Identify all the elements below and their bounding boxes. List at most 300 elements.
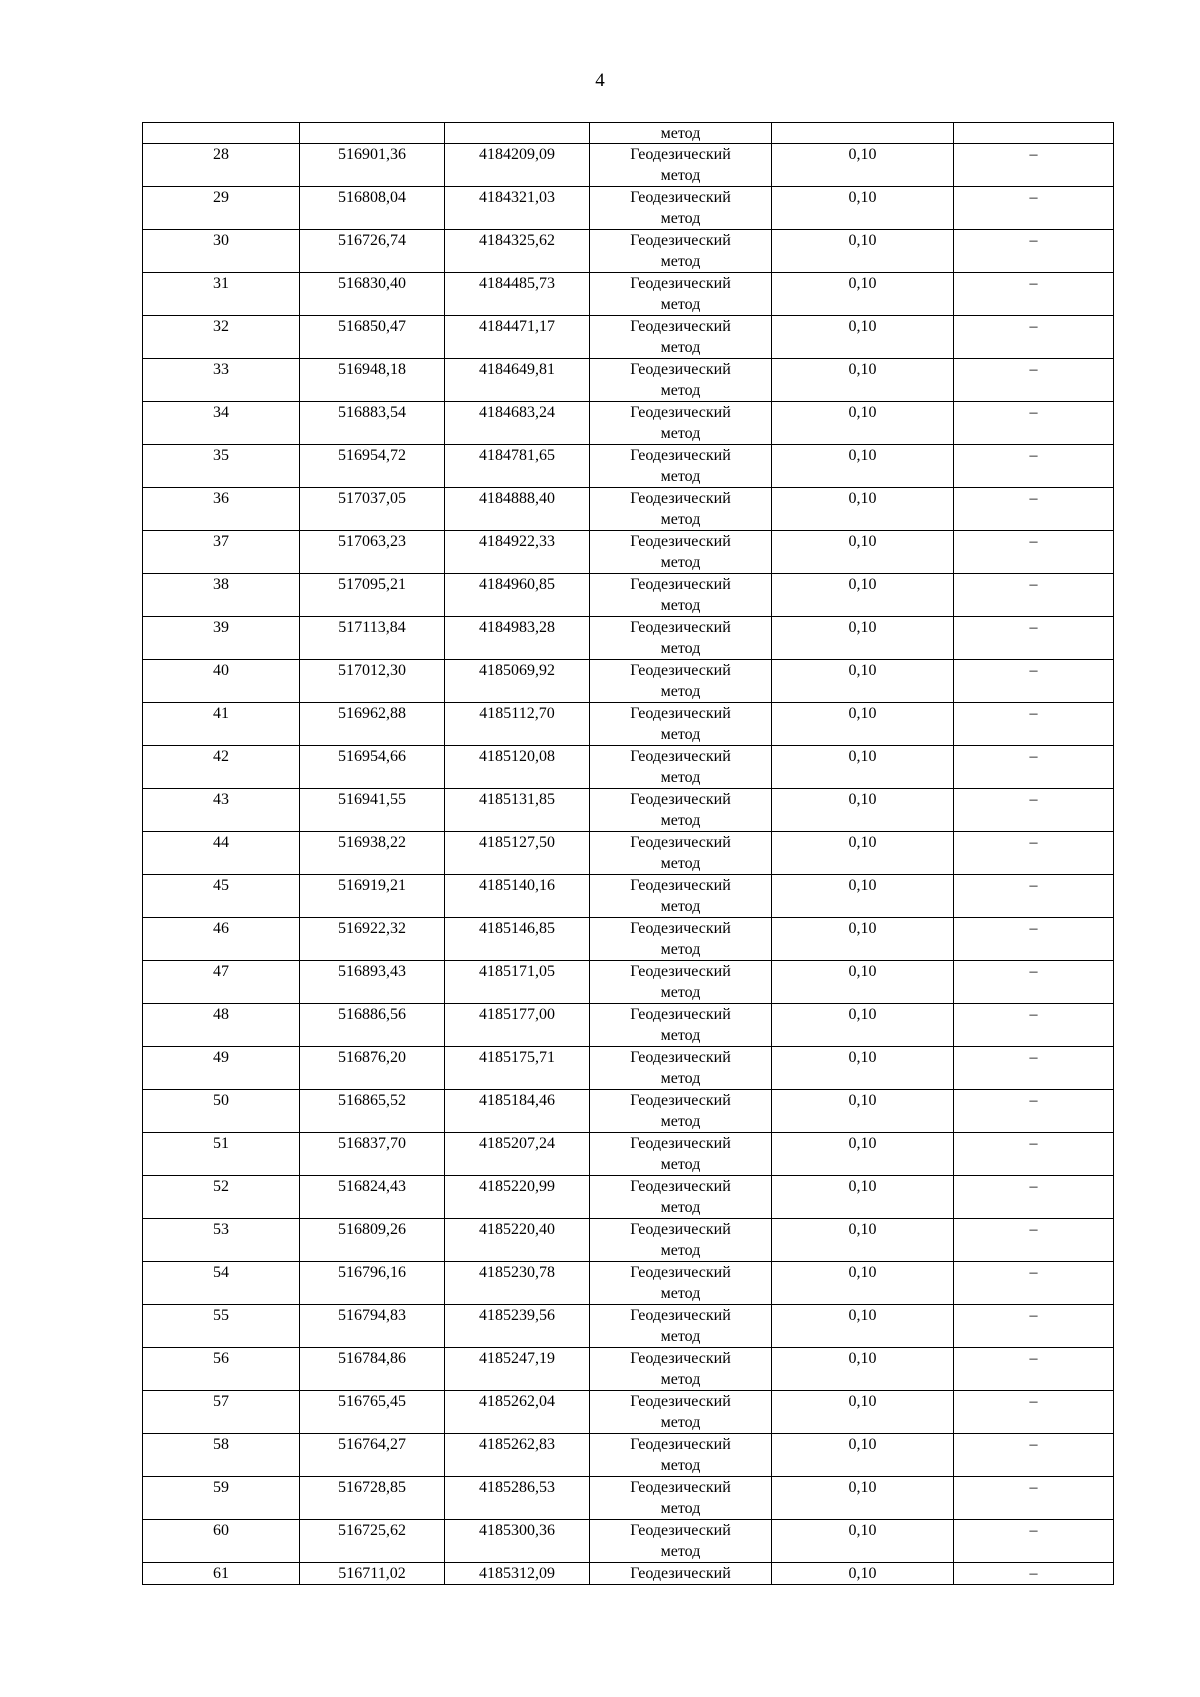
y-coordinate-cell: 4184888,40: [445, 488, 590, 531]
method-line-1: Геодезический: [630, 1135, 731, 1152]
accuracy-cell: 0,10: [772, 1262, 954, 1305]
y-coordinate-cell: 4185262,04: [445, 1391, 590, 1434]
method-line-1: Геодезический: [630, 1264, 731, 1281]
method-line-2: метод: [660, 812, 701, 829]
method-line-1: Геодезический: [630, 1479, 731, 1496]
method-line-2: метод: [660, 855, 701, 872]
method-line-1: Геодезический: [630, 791, 731, 808]
note-cell: –: [954, 187, 1114, 230]
method-line-1: Геодезический: [630, 1178, 731, 1195]
method-line-2: метод: [660, 683, 701, 700]
note-cell: –: [954, 660, 1114, 703]
method-cell: [590, 316, 772, 359]
x-coordinate-cell: 516893,43: [300, 961, 445, 1004]
method-line-2: метод: [660, 253, 701, 270]
note-cell: –: [954, 1477, 1114, 1520]
note-cell: –: [954, 1176, 1114, 1219]
point-number-cell: 32: [143, 316, 300, 359]
method-cell: [590, 875, 772, 918]
coordinates-table: [142, 122, 1114, 1585]
table-row: [143, 875, 1114, 918]
y-coordinate-cell: 4185120,08: [445, 746, 590, 789]
y-coordinate-cell: 4185177,00: [445, 1004, 590, 1047]
point-number-cell: 43: [143, 789, 300, 832]
method-line-1: Геодезический: [630, 275, 731, 292]
accuracy-cell: 0,10: [772, 746, 954, 789]
y-coordinate-cell: 4184983,28: [445, 617, 590, 660]
accuracy-cell: 0,10: [772, 187, 954, 230]
method-line-2: метод: [660, 468, 701, 485]
method-cell: [590, 1219, 772, 1262]
point-number-cell: 52: [143, 1176, 300, 1219]
method-line-2: метод: [660, 382, 701, 399]
point-number-cell: 60: [143, 1520, 300, 1563]
method-line-1: Геодезический: [630, 533, 731, 550]
y-coordinate-cell: 4185262,83: [445, 1434, 590, 1477]
x-coordinate-cell: 517063,23: [300, 531, 445, 574]
method-cell: [590, 1391, 772, 1434]
method-cell: [590, 273, 772, 316]
method-cell: [590, 402, 772, 445]
note-cell: –: [954, 316, 1114, 359]
point-number-cell: 45: [143, 875, 300, 918]
x-coordinate-cell: 516808,04: [300, 187, 445, 230]
accuracy-cell: 0,10: [772, 1305, 954, 1348]
x-coordinate-cell: 516901,36: [300, 144, 445, 187]
point-number-cell: 28: [143, 144, 300, 187]
y-coordinate-cell: 4184321,03: [445, 187, 590, 230]
method-line-1: Геодезический: [630, 232, 731, 249]
accuracy-cell: 0,10: [772, 1477, 954, 1520]
method-line-2: метод: [660, 339, 701, 356]
x-coordinate-cell: 516796,16: [300, 1262, 445, 1305]
table-row: [143, 316, 1114, 359]
accuracy-cell: 0,10: [772, 918, 954, 961]
y-coordinate-cell: 4185175,71: [445, 1047, 590, 1090]
note-cell: –: [954, 875, 1114, 918]
point-number-cell: 58: [143, 1434, 300, 1477]
accuracy-cell: 0,10: [772, 488, 954, 531]
method-line-1: Геодезический: [630, 877, 731, 894]
y-coordinate-cell: 4185220,40: [445, 1219, 590, 1262]
method-line-1: Геодезический: [630, 1006, 731, 1023]
table-row: [143, 144, 1114, 187]
point-number-cell: 35: [143, 445, 300, 488]
accuracy-cell: 0,10: [772, 359, 954, 402]
x-coordinate-cell: 516954,72: [300, 445, 445, 488]
method-line-1: Геодезический: [630, 1221, 731, 1238]
x-coordinate-cell: 517113,84: [300, 617, 445, 660]
x-coordinate-cell: 517095,21: [300, 574, 445, 617]
y-coordinate-cell: 4185131,85: [445, 789, 590, 832]
y-coordinate-cell: 4184922,33: [445, 531, 590, 574]
point-number-cell: 57: [143, 1391, 300, 1434]
method-line-2: метод: [660, 1027, 701, 1044]
method-line-1: Геодезический: [630, 361, 731, 378]
table-row: [143, 359, 1114, 402]
method-line-1: Геодезический: [630, 318, 731, 335]
method-cell: [590, 1305, 772, 1348]
point-number-cell: 42: [143, 746, 300, 789]
note-cell: –: [954, 1348, 1114, 1391]
method-line-1: Геодезический: [630, 1393, 731, 1410]
y-coordinate-cell: 4184485,73: [445, 273, 590, 316]
method-line-2: метод: [660, 296, 701, 313]
point-number-cell: 44: [143, 832, 300, 875]
y-coordinate-cell: 4185184,46: [445, 1090, 590, 1133]
method-line-2: метод: [660, 898, 701, 915]
x-coordinate-cell: 516919,21: [300, 875, 445, 918]
point-number-cell: 59: [143, 1477, 300, 1520]
method-line-1: Геодезический: [630, 189, 731, 206]
accuracy-cell: 0,10: [772, 832, 954, 875]
note-cell: –: [954, 1133, 1114, 1176]
method-line-2: метод: [660, 1328, 701, 1345]
y-coordinate-cell: 4184325,62: [445, 230, 590, 273]
method-line-2: метод: [660, 1414, 701, 1431]
y-coordinate-cell: 4185207,24: [445, 1133, 590, 1176]
note-cell: –: [954, 832, 1114, 875]
accuracy-cell: 0,10: [772, 1348, 954, 1391]
table-row: [143, 1176, 1114, 1219]
table-row: [143, 488, 1114, 531]
method-cell: [590, 1477, 772, 1520]
y-coordinate-cell: 4185247,19: [445, 1348, 590, 1391]
method-line-2: метод: [660, 640, 701, 657]
method-line-2: метод: [660, 1156, 701, 1173]
page-number: 4: [595, 70, 605, 91]
method-line-2: метод: [660, 1113, 701, 1130]
x-coordinate-cell: 516876,20: [300, 1047, 445, 1090]
method-line-2: метод: [660, 1242, 701, 1259]
method-line-2: метод: [660, 210, 701, 227]
table-row: [143, 832, 1114, 875]
point-number-cell: 37: [143, 531, 300, 574]
note-cell: –: [954, 1520, 1114, 1563]
table-row: [143, 1262, 1114, 1305]
point-number-cell: 55: [143, 1305, 300, 1348]
method-line-1: Геодезический: [630, 920, 731, 937]
note-cell: –: [954, 488, 1114, 531]
accuracy-cell: 0,10: [772, 1391, 954, 1434]
y-coordinate-cell: [445, 123, 590, 144]
note-cell: –: [954, 1391, 1114, 1434]
method-line-2: метод: [660, 597, 701, 614]
table-row: [143, 402, 1114, 445]
method-cell: [590, 832, 772, 875]
table-row-continued: [143, 123, 1114, 144]
method-line-2: метод: [660, 1070, 701, 1087]
table-row: [143, 445, 1114, 488]
method-cell: [590, 918, 772, 961]
method-cell: [590, 1133, 772, 1176]
method-line-2: метод: [660, 425, 701, 442]
method-line-1: Геодезический: [630, 1092, 731, 1109]
accuracy-cell: 0,10: [772, 1004, 954, 1047]
method-cell: [590, 789, 772, 832]
table-row: [143, 1348, 1114, 1391]
method-cell: [590, 488, 772, 531]
x-coordinate-cell: 516830,40: [300, 273, 445, 316]
method-line-2: метод: [660, 984, 701, 1001]
point-number-cell: 40: [143, 660, 300, 703]
table-row: [143, 273, 1114, 316]
table-row: [143, 1520, 1114, 1563]
method-cell: [590, 703, 772, 746]
accuracy-cell: 0,10: [772, 703, 954, 746]
table-row: [143, 574, 1114, 617]
method-cell: [590, 1262, 772, 1305]
method-line-1: Геодезический: [630, 1436, 731, 1453]
accuracy-cell: 0,10: [772, 1219, 954, 1262]
x-coordinate-cell: 516922,32: [300, 918, 445, 961]
accuracy-cell: 0,10: [772, 230, 954, 273]
y-coordinate-cell: 4185069,92: [445, 660, 590, 703]
note-cell: –: [954, 445, 1114, 488]
table-row: [143, 789, 1114, 832]
method-cell: [590, 746, 772, 789]
method-cell: [590, 574, 772, 617]
x-coordinate-cell: 516765,45: [300, 1391, 445, 1434]
note-cell: –: [954, 1434, 1114, 1477]
x-coordinate-cell: 516886,56: [300, 1004, 445, 1047]
accuracy-cell: 0,10: [772, 1090, 954, 1133]
note-cell: –: [954, 1004, 1114, 1047]
method-line-2: метод: [660, 554, 701, 571]
method-line-2: метод: [660, 1500, 701, 1517]
note-cell: –: [954, 789, 1114, 832]
table-row: [143, 746, 1114, 789]
y-coordinate-cell: 4185239,56: [445, 1305, 590, 1348]
x-coordinate-cell: 516941,55: [300, 789, 445, 832]
x-coordinate-cell: 516726,74: [300, 230, 445, 273]
table-row: [143, 961, 1114, 1004]
method-cell: [590, 1434, 772, 1477]
point-number-cell: 46: [143, 918, 300, 961]
method-line-2: метод: [660, 1457, 701, 1474]
method-cell: Геодезический: [590, 1563, 772, 1585]
method-cell: [590, 144, 772, 187]
note-cell: –: [954, 746, 1114, 789]
accuracy-cell: 0,10: [772, 789, 954, 832]
x-coordinate-cell: 516809,26: [300, 1219, 445, 1262]
table-row: [143, 1305, 1114, 1348]
y-coordinate-cell: 4185146,85: [445, 918, 590, 961]
note-cell: –: [954, 1262, 1114, 1305]
point-number-cell: 51: [143, 1133, 300, 1176]
note-cell: –: [954, 1219, 1114, 1262]
method-cell: [590, 1090, 772, 1133]
method-line-1: Геодезический: [630, 748, 731, 765]
method-cell: метод: [590, 123, 772, 144]
method-cell: [590, 230, 772, 273]
point-number-cell: 47: [143, 961, 300, 1004]
x-coordinate-cell: 516883,54: [300, 402, 445, 445]
method-line-1: Геодезический: [630, 490, 731, 507]
method-line-1: Геодезический: [630, 1049, 731, 1066]
note-cell: –: [954, 402, 1114, 445]
accuracy-cell: 0,10: [772, 531, 954, 574]
method-line-1: Геодезический: [630, 963, 731, 980]
x-coordinate-cell: 516837,70: [300, 1133, 445, 1176]
method-cell: [590, 1520, 772, 1563]
x-coordinate-cell: 516824,43: [300, 1176, 445, 1219]
table-row: [143, 617, 1114, 660]
x-coordinate-cell: 516764,27: [300, 1434, 445, 1477]
table-row: [143, 1434, 1114, 1477]
method-line-1: Геодезический: [630, 1522, 731, 1539]
method-line-1: Геодезический: [630, 705, 731, 722]
accuracy-cell: 0,10: [772, 316, 954, 359]
table-row: [143, 187, 1114, 230]
accuracy-cell: 0,10: [772, 1563, 954, 1585]
y-coordinate-cell: 4185230,78: [445, 1262, 590, 1305]
accuracy-cell: 0,10: [772, 402, 954, 445]
y-coordinate-cell: 4184781,65: [445, 445, 590, 488]
table-row: [143, 660, 1114, 703]
point-number-cell: 41: [143, 703, 300, 746]
method-cell: [590, 961, 772, 1004]
y-coordinate-cell: 4184471,17: [445, 316, 590, 359]
y-coordinate-cell: 4184683,24: [445, 402, 590, 445]
point-number-cell: 31: [143, 273, 300, 316]
note-cell: –: [954, 359, 1114, 402]
x-coordinate-cell: 516784,86: [300, 1348, 445, 1391]
point-number-cell: 33: [143, 359, 300, 402]
method-line-2: метод: [660, 941, 701, 958]
table-row: [143, 703, 1114, 746]
method-line-1: Геодезический: [630, 576, 731, 593]
point-number-cell: 34: [143, 402, 300, 445]
table-row: [143, 1090, 1114, 1133]
method-cell: [590, 617, 772, 660]
point-number-cell: 49: [143, 1047, 300, 1090]
table-row: [143, 1391, 1114, 1434]
y-coordinate-cell: 4185312,09: [445, 1563, 590, 1585]
accuracy-cell: 0,10: [772, 875, 954, 918]
y-coordinate-cell: 4185286,53: [445, 1477, 590, 1520]
accuracy-cell: 0,10: [772, 1133, 954, 1176]
accuracy-cell: 0,10: [772, 445, 954, 488]
x-coordinate-cell: [300, 123, 445, 144]
x-coordinate-cell: 516850,47: [300, 316, 445, 359]
method-line-2: метод: [660, 1285, 701, 1302]
accuracy-cell: [772, 123, 954, 144]
point-number-cell: 48: [143, 1004, 300, 1047]
point-number-cell: 39: [143, 617, 300, 660]
x-coordinate-cell: 516948,18: [300, 359, 445, 402]
method-line-1: Геодезический: [630, 619, 731, 636]
method-line-2: метод: [660, 726, 701, 743]
x-coordinate-cell: 516794,83: [300, 1305, 445, 1348]
method-line-1: Геодезический: [630, 834, 731, 851]
table-row: [143, 918, 1114, 961]
method-cell: [590, 445, 772, 488]
note-cell: –: [954, 617, 1114, 660]
note-cell: –: [954, 961, 1114, 1004]
note-cell: [954, 123, 1114, 144]
point-number-cell: 54: [143, 1262, 300, 1305]
y-coordinate-cell: 4184649,81: [445, 359, 590, 402]
method-line-1: Геодезический: [630, 447, 731, 464]
method-line-2: метод: [660, 1543, 701, 1560]
method-cell: [590, 187, 772, 230]
table-row: [143, 1004, 1114, 1047]
method-cell: [590, 1047, 772, 1090]
note-cell: –: [954, 1563, 1114, 1585]
point-number-cell: 56: [143, 1348, 300, 1391]
method-line-2: метод: [660, 167, 701, 184]
note-cell: –: [954, 531, 1114, 574]
point-number-cell: 50: [143, 1090, 300, 1133]
accuracy-cell: 0,10: [772, 574, 954, 617]
accuracy-cell: 0,10: [772, 1176, 954, 1219]
method-line-2: метод: [660, 1199, 701, 1216]
method-cell: [590, 660, 772, 703]
note-cell: –: [954, 918, 1114, 961]
x-coordinate-cell: 517012,30: [300, 660, 445, 703]
method-line-1: Геодезический: [630, 146, 731, 163]
method-cell: [590, 1348, 772, 1391]
table-row: [143, 1047, 1114, 1090]
accuracy-cell: 0,10: [772, 273, 954, 316]
x-coordinate-cell: 516962,88: [300, 703, 445, 746]
x-coordinate-cell: 516954,66: [300, 746, 445, 789]
point-number-cell: 53: [143, 1219, 300, 1262]
point-number-cell: 61: [143, 1563, 300, 1585]
accuracy-cell: 0,10: [772, 144, 954, 187]
note-cell: –: [954, 1047, 1114, 1090]
method-cell: [590, 1176, 772, 1219]
method-line-1: Геодезический: [630, 662, 731, 679]
note-cell: –: [954, 574, 1114, 617]
x-coordinate-cell: 516711,02: [300, 1563, 445, 1585]
table-row: [143, 1219, 1114, 1262]
y-coordinate-cell: 4185112,70: [445, 703, 590, 746]
y-coordinate-cell: 4185300,36: [445, 1520, 590, 1563]
y-coordinate-cell: 4185171,05: [445, 961, 590, 1004]
table-row: [143, 1133, 1114, 1176]
accuracy-cell: 0,10: [772, 1047, 954, 1090]
y-coordinate-cell: 4184209,09: [445, 144, 590, 187]
y-coordinate-cell: 4185220,99: [445, 1176, 590, 1219]
method-cell: [590, 531, 772, 574]
x-coordinate-cell: 516865,52: [300, 1090, 445, 1133]
method-line-1: Геодезический: [630, 1307, 731, 1324]
note-cell: –: [954, 703, 1114, 746]
point-number-cell: 36: [143, 488, 300, 531]
table-row: [143, 531, 1114, 574]
accuracy-cell: 0,10: [772, 1434, 954, 1477]
note-cell: –: [954, 273, 1114, 316]
accuracy-cell: 0,10: [772, 961, 954, 1004]
table-row: [143, 1477, 1114, 1520]
table-row: [143, 230, 1114, 273]
note-cell: –: [954, 1305, 1114, 1348]
point-number-cell: 30: [143, 230, 300, 273]
x-coordinate-cell: 516725,62: [300, 1520, 445, 1563]
method-line-2: метод: [660, 1371, 701, 1388]
method-line-1: Геодезический: [630, 404, 731, 421]
note-cell: –: [954, 1090, 1114, 1133]
method-line-2: метод: [660, 511, 701, 528]
x-coordinate-cell: 516728,85: [300, 1477, 445, 1520]
table-row-continues: [143, 1563, 1114, 1585]
method-cell: [590, 359, 772, 402]
method-cell: [590, 1004, 772, 1047]
coordinates-table-body: [143, 123, 1114, 1585]
y-coordinate-cell: 4184960,85: [445, 574, 590, 617]
